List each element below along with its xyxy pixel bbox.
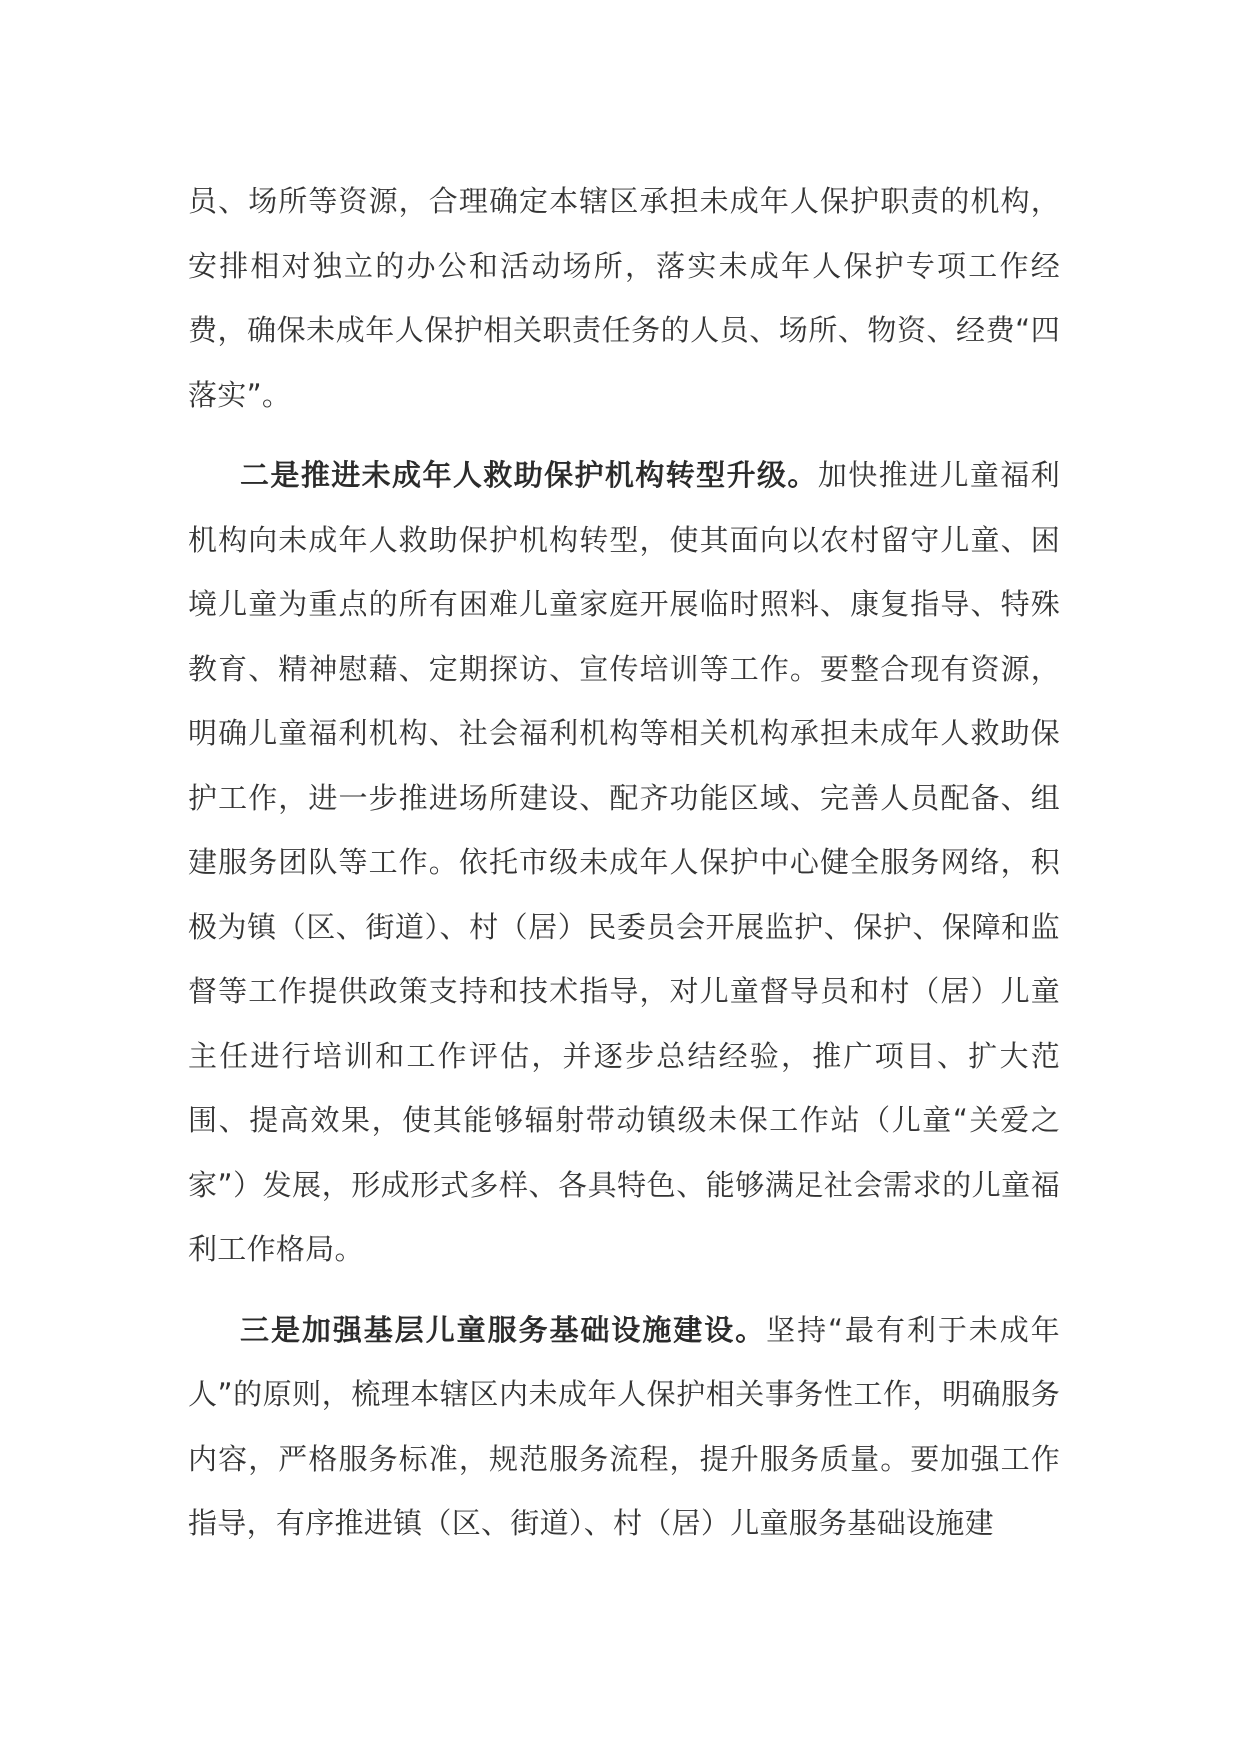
paragraph-text: 坚持“最有利于未成年人”的原则，梳理本辖区内未成年人保护相关事务性工作，明确服务内容，严格服务标准，规范服务流程，提升服务质量。要加强工作指导，有序推进镇（区、街道）、村（居）儿童服务基础设施建 — [188, 1312, 1060, 1540]
paragraph-three — [188, 1298, 1060, 1556]
paragraph-lead-heading: 三是加强基层儿童服务基础设施建设。 — [240, 1312, 767, 1347]
paragraph-two — [188, 443, 1060, 1282]
paragraph-text: 员、场所等资源，合理确定本辖区承担未成年人保护职责的机构，安排相对独立的办公和活动场所，落实未成年人保护专项工作经费，确保未成年人保护相关职责任务的人员、场所、物资、经费“四落实”。 — [188, 184, 1060, 412]
paragraph-lead-heading: 二是推进未成年人救助保护机构转型升级。 — [240, 458, 818, 492]
document-body — [188, 169, 1060, 1572]
paragraph-continuation — [188, 169, 1060, 427]
paragraph-text: 加快推进儿童福利机构向未成年人救助保护机构转型，使其面向以农村留守儿童、困境儿童为重点的所有困难儿童家庭开展临时照料、康复指导、特殊教育、精神慰藉、定期探访、宣传培训等工作。要整合现有资源，明确儿童福利机构、社会福利机构等相关机构承担未成年人救助保护工作，进一步推进场所建设、配齐功能区域、完善人员配备、组建服务团队等工作。依托市级未成年人保护中心健全服务网络，积极为镇（区、街道）、村（居）民委员会开展监护、保护、保障和监督等工作提供政策支持和技术指导，对儿童督导员和村（居）儿童主任进行培训和工作评估，并逐步总结经验，推广项目、扩大范围、提高效果，使其能够辐射带动镇级未保工作站（儿童“关爱之家”）发展，形成形式多样、各具特色、能够满足社会需求的儿童福利工作格局。 — [188, 458, 1061, 1266]
